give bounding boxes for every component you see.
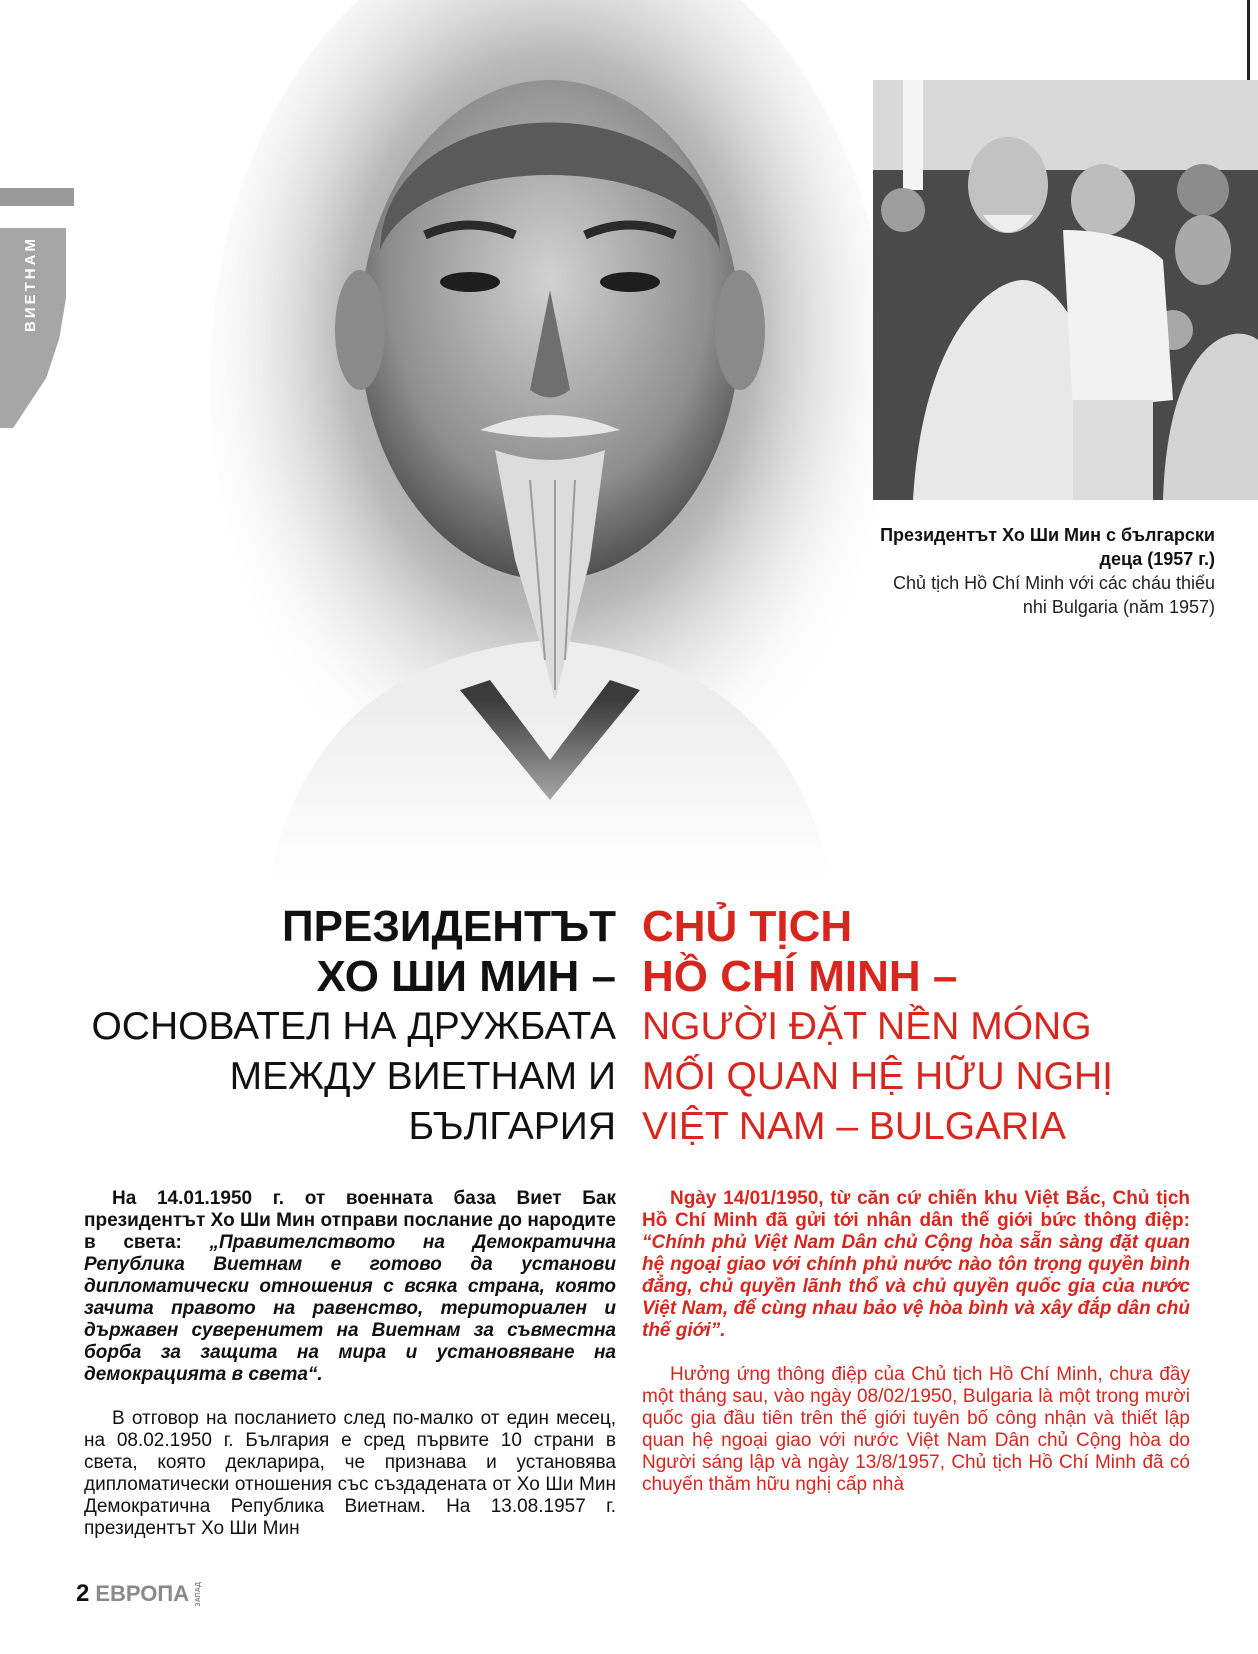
body-bg-paragraph-2: В отговор на посланието след по-малко от един месец, на 08.02.1950 г. България е сред първите 10 страни в света, която декларира, че признава и установява дипломатически отношения със създадената от Хо Ши Мин Демократична Република Виетнам. На 13.08.1957 г. президентът Хо Ши Мин (84, 1408, 616, 1539)
title-bg-line3: ОСНОВАТЕЛ НА ДРУЖБАТА (91, 1005, 616, 1048)
magazine-logo: ЕВРОПА (95, 1581, 190, 1606)
section-bar (0, 188, 74, 206)
title-vn-line5: VIỆT NAM – BULGARIA (642, 1105, 1067, 1148)
body-vn-intro: Ngày 14/01/1950, từ căn cứ chiến khu Việt Bắc, Chủ tịch Hồ Chí Minh đã gửi tới nhân dân thế giới bức thông điệp: (642, 1188, 1190, 1231)
title-bg-line5: БЪЛГАРИЯ (408, 1105, 616, 1148)
portrait-photo (210, 0, 890, 880)
title-vn-line3: NGƯỜI ĐẶT NỀN MÓNG (642, 1005, 1092, 1048)
magazine-logo-sub: ЗАПАД (195, 1581, 203, 1607)
title-bg-line1: ПРЕЗИДЕНТЪТ (282, 902, 616, 951)
title-bg-line2: ХО ШИ МИН – (316, 952, 616, 1001)
caption-vietnamese: Chủ tịch Hồ Chí Minh với các cháu thiếu nhi Bulgaria (năm 1957) (893, 573, 1215, 617)
body-bg-paragraph-1 (84, 1188, 616, 1386)
title-bg-line4: МЕЖДУ ВИЕТНАМ И (229, 1055, 616, 1098)
title-bulgarian (60, 902, 616, 1152)
title-vn-line1: CHỦ TỊCH (642, 902, 853, 951)
title-vn-line4: MỐI QUAN HỆ HỮU NGHỊ (642, 1055, 1113, 1098)
photo-caption (870, 523, 1215, 619)
body-vn-paragraph-2: Hưởng ứng thông điệp của Chủ tịch Hồ Chí Minh, chưa đầy một tháng sau, vào ngày 08/02/1950, Bulgaria là một trong mười quốc gia đầu tiên trên thế giới tuyên bố công nhận và thiết lập quan hệ ngoại giao với nước Việt Nam Dân chủ Cộng hòa do Người sáng lập và ngày 13/8/1957, Chủ tịch Hồ Chí Minh đã có chuyến thăm hữu nghị cấp nhà (642, 1364, 1190, 1495)
caption-bulgarian: Президентът Хо Ши Мин с български деца (1957 г.) (880, 525, 1215, 569)
title-vn-line2: HỒ CHÍ MINH – (642, 952, 958, 1001)
body-vn-paragraph-1 (642, 1188, 1190, 1342)
body-bg-quote: „Правителството на Демократична Република Виетнам е готово да установи дипломатически отношения с всяка страна, която зачита правото на равенство, териториален и държавен суверенитет на Виетнам за съвместна борба за защита на мира и установяване на демокрацията в света“. (84, 1232, 616, 1385)
body-vietnamese (642, 1188, 1190, 1518)
title-vietnamese (642, 902, 1202, 1152)
photo-children (873, 80, 1258, 500)
body-bg-intro: На 14.01.1950 г. от военната база Виет Бак президентът Хо Ши Мин отправи послание до народите в света: (84, 1188, 616, 1253)
body-bulgarian (84, 1188, 616, 1562)
page-footer (76, 1580, 203, 1608)
body-vn-quote: “Chính phủ Việt Nam Dân chủ Cộng hòa sẵn sàng đặt quan hệ ngoại giao với chính phủ nước nào tôn trọng quyền bình đẳng, chủ quyền lãnh thổ và chủ quyền quốc gia của nước Việt Nam, để cùng nhau bảo vệ hòa bình và xây đắp dân chủ thế giới”. (642, 1232, 1190, 1341)
section-tab-label: ВИЕТНАМ (22, 236, 39, 332)
page-number: 2 (76, 1580, 90, 1607)
